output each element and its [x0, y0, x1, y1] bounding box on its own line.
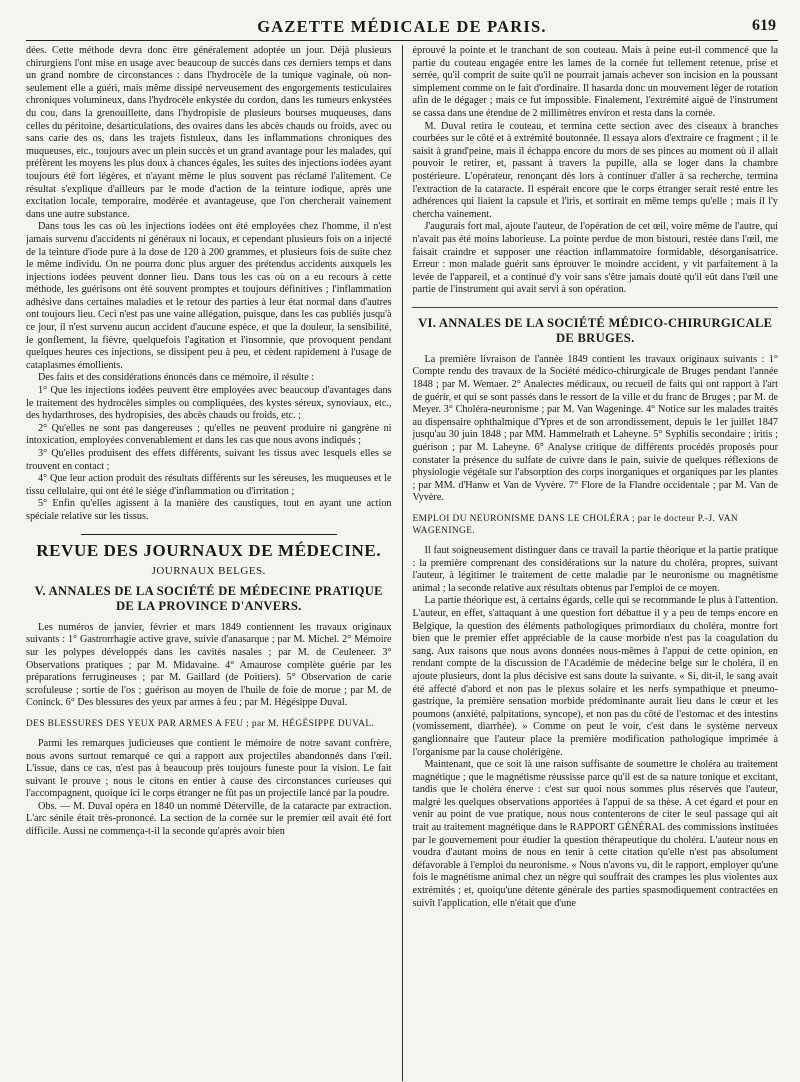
revue-title: REVUE DES JOURNAUX DE MÉDECINE.: [36, 540, 382, 560]
two-column-body: [26, 45, 778, 1081]
right-column: [406, 45, 778, 1081]
list-item: 5° Enfin qu'elles agissent à la manière des caustiques, tout en ayant une action spéciale relative sur les tissus.: [26, 498, 392, 522]
body-paragraph: Maintenant, que ce soit là une raison suffisante de soumettre le choléra au traitement magnétique ; que le magnétisme réussisse parce qu'il est de sa nature tonique et excitant, tandis que le choléra énerve : c'est sur quoi nous sommes plus réservés que l'auteur, malgré les quelques observations apportées à l'appui de sa thèse. A cet égard et pour en venir au point de vue pratique, nous nous contenterons de citer le seul passage qui ait trait au traitement magnétique dans le RAPPORT GÉNÉRAL des commissions instituées par le gouvernement pour étudier la question thérapeutique du choléra. L'auteur nous en voudra d'autant moins de nous en tenir à cette citation qu'elle n'est pas absolument défavorable à l'emploi du neuronisme. « Nous n'avons vu, dit le rapport, employer qu'une fois le magnétisme animal chez un nègre qui souffrait des crampes les plus violentes aux extrémités ; et, quoiqu'une détente générale des parties spasmodiquement contractées en suivît l'application, elle n'était que d'une: [412, 759, 778, 909]
page-number: 619: [752, 17, 776, 34]
section-v-title: V. ANNALES DE LA SOCIÉTÉ DE MÉDECINE PRATIQUE DE LA PROVINCE D'ANVERS.: [34, 583, 383, 613]
page-header: [26, 14, 778, 41]
body-paragraph: Dans tous les cas où les injections iodées ont été employées chez l'homme, il n'est jamais survenu d'accidents ni généraux ni locaux, et cependant plusieurs fois on a injecté de la teinture d'iode pure à la dose de 120 à 200 grammes, et plusieurs fois de suite chez le même individu. On ne pourra donc plus arguer des prétendus accidents auxquels les injections iodées peuvent donner lieu. Dans tous les cas où on a eu recours à cette méthode, les guérisons ont été souvent promptes et toujours définitives ; l'inflammation adhésive dans certaines maladies et le retour des parties à leur état normal dans d'autres ont toujours lieu. Ceci n'est pas une vaine allégation, puisque, dans les cas publiés jusqu'à ce jour, il n'est survenu aucun accident d'aucune espèce, et que la douleur, la sensibilité, le gonflement, la fièvre, quelquefois l'agitation et l'insomnie, que provoquent pendant quelques heures ces injections, se dissipent peu à peu, et cèdent rapidement à l'usage de cataplasmes émollients.: [26, 221, 392, 371]
article-heading: DES BLESSURES DES YEUX PAR ARMES A FEU ; par M. HÉGÉSIPPE DUVAL.: [26, 718, 375, 729]
body-paragraph: Des faits et des considérations énoncés dans ce mémoire, il résulte :: [38, 372, 315, 384]
body-paragraph: La première livraison de l'année 1849 contient les travaux originaux suivants : 1° Compte rendu des travaux de la Société médico-chirurgicale de Bruges pendant l'année 1848 ; par M. Wemaer. 2° Analectes médicaux, ou recueil de faits qui ont rapport à l'art de guérir, et qui se sont passés dans le ressort de la ville et du franc de Bruges ; par M. de Meyer. 3° Choléra-neuronisme ; par M. Van Wageninge. 4° Notice sur les malades traités au dispensaire ophthalmique d'Ypres et de son arrondissement, depuis le 1er juillet 1847 jusqu'au 30 juin 1848 ; par MM. Hammelrath et Laheyne. 5° Syphilis secondaire ; iritis ; guérison ; par M. Laheyne. 6° Analyse critique de différents procédés proposés pour constater la présence du sulfate de cuivre dans le pain, suivie de quelques réflexions de physiologie végétale sur l'absorption des corps inorganiques et organiques par les plantes ; par MM. d'Hanw et Van de Vyvère. 7° Flore de la Flandre occidentale ; par M. Van de Vyvère.: [412, 353, 778, 504]
body-paragraph: Les numéros de janvier, février et mars 1849 contiennent les travaux originaux suivants : 1° Gastrorrhagie active grave, suivie d'anasarque ; par M. Michel. 2° Mémoire sur les polypes développés dans les cavités nasales ; par M. de Ceuleneer. 3° Observations pratiques ; par M. Midavaine. 4° Amaurose complète guérie par les préparations ferrugineuses ; par M. Gaillard (de Poitiers). 5° Observation de carie scrofuleuse ; sortie de l'os ; guérison au moyen de l'huile de foie de morue ; par M. de Coninck. 6° Des blessures des yeux par armes à feu ; par M. Hégésippe Duval.: [26, 621, 392, 709]
section-divider: [81, 534, 337, 535]
body-paragraph: M. Duval retira le couteau, et termina cette section avec des ciseaux à branches courbées sur le côté et à extrémité boutonnée. Il essaya alors d'extraire ce fragment ; il le saisit à grand'peine, mais il échappa encore du mors de ses pinces au moment où il allait pouvoir le retirer, et, passant à travers la pupille, alla se loger dans la chambre postérieure. L'opérateur, renonçant dès lors à continuer d'aller à sa recherche, termina l'extraction de la cataracte. Il espérait encore que le corps étranger serait resté entre les adhérences qui liaient la capsule et l'iris, et sortirait en même temps qu'elle ; mais il l'y chercha vainement.: [412, 120, 778, 220]
article-heading: EMPLOI DU NEURONISME DANS LE CHOLÉRA ; par le docteur P.-J. VAN WAGENINGE.: [412, 514, 739, 536]
body-paragraph: Il faut soigneusement distinguer dans ce travail la partie théorique et la partie pratique : la première comprenant des considérations sur la nature du choléra, propres, suivant l'auteur, à légitimer le traitement de cette maladie par le neuronisme ou magnétisme animal ; la seconde relative aux résultats obtenus par l'emploi de ce moyen.: [412, 545, 778, 594]
revue-subtitle: JOURNAUX BELGES.: [151, 565, 266, 578]
body-paragraph: Obs. — M. Duval opéra en 1840 un nommé Déterville, de la cataracte par extraction. L'arc sénile était très-prononcé. La section de la cornée sur le premier œil avait été fort difficile. Aussi ne commença-t-il la seconde qu'après avoir bien: [26, 800, 392, 838]
left-column: [26, 45, 398, 1081]
list-item: 2° Qu'elles ne sont pas dangereuses ; qu'elles ne peuvent produire ni gangrène ni intoxication, employées convenablement et dans les cas que nous avons indiqués ;: [26, 422, 392, 447]
list-item: 1° Que les injections iodées peuvent être employées avec beaucoup d'avantages dans le traitement des hydrocèles simples ou compliquées, des kystes séreux, synoviaux, etc., des hydarthroses, des hydropisies, des abcès chauds ou froids, etc. ;: [26, 385, 392, 422]
body-paragraph: dées. Cette méthode devra donc être généralement adoptée un jour. Déjà plusieurs chirurgiens l'ont mise en usage avec beaucoup de succès dans ces derniers temps et dans un grand nombre de circonstances : dans l'hydrocèle de la tunique vaginale, où non-seulement elle a guéri, mais même dissipé nerveusement des engorgements testiculaires chroniques volumineux, dans l'hydrocèle enkystée du cordon, dans les tumeurs enkystées du cou, dans la grenouillette, dans l'hydropisie de plusieurs bourses muqueuses, dans celles du péritoine, desarticulations, des ovaires dans les abcès chauds ou froids, avec ou sans carie des os, dans les trajets fistuleux, dans les inflammations chroniques des muqueuses, etc., toujours avec un plein succès et un grand avantage pour les malades, qui préfèrent les moyens les plus doux à chances égales, les suites des injections iodées ayant toujours été fort légères, et n'ayant même le plus souvent pas réclamé l'alitement. Ce résultat s'explique d'ailleurs par le mode d'action de la teinture iodique, après une excitation locale, temporaire, modérée et avantageuse, que l'on chercherait vainement dans une autre substance.: [26, 45, 392, 220]
list-item: 3° Qu'elles produisent des effets différents, suivant les tissus avec lesquels elles se trouvent en contact ;: [26, 448, 392, 472]
section-divider: [412, 307, 778, 308]
section-vi-title: VI. ANNALES DE LA SOCIÉTÉ MÉDICO-CHIRURGICALE DE BRUGES.: [418, 315, 773, 345]
column-rule: [402, 45, 403, 1081]
conclusions-list: [26, 385, 392, 524]
body-paragraph: J'augurais fort mal, ajoute l'auteur, de l'opération de cet œil, voire même de l'autre, qui n'avait pas été moins laborieuse. La pointe perdue de mon bistouri, restée dans l'œil, me faisait craindre et supposer une réaction inflammatoire formidable, désorganisatrice. Erreur : mon malade guérit sans éprouver le moindre accident, y vit parfaitement à la levée de l'appareil, et a continué d'y voir sans s'être jamais douté qu'il eût dans l'œil une partie de l'instrument qui avait servi à son opération.: [412, 221, 778, 296]
body-paragraph: La partie théorique est, à certains égards, celle qui se recommande le plus à l'attention. L'auteur, en effet, s'attaquant à une question fort débattue il y a peu de temps encore en Belgique, la question des éléments pathologiques primordiaux du choléra, montre fort bien que le premier effet appréciable de la cause morbide n'est pas la coagulation du sang. Aux raisons que nous avons données nous-mêmes à l'appui de cette opinion, en rendant compte de la discussion de l'Académie de médecine belge sur le choléra, il en ajoute plusieurs, dont la plus décisive est sans doute la suivante. « Si, dit-il, le sang avait été affecté d'abord et non pas le plexus solaire et les nerfs sympathique et pneumo-gastrique, la première sensation morbide prédominante aurait lieu dans le cœur et les poumons (anxiété, palpitations, syncope), et non pas du côté de l'estomac et des intestins (vomissement, diarrhée). » Comme on peut le voir, c'est dans le système nerveux ganglionnaire que l'auteur place la première modification pathologique imprimée à l'organisme par la cause cholérigène.: [412, 595, 778, 758]
list-item: 4° Que leur action produit des résultats différents sur les séreuses, les muqueuses et le tissu cellulaire, qui ont été le siége d'inflammation ou d'irritation ;: [26, 473, 392, 497]
body-paragraph: éprouvé la pointe et le tranchant de son couteau. Mais à peine eut-il commencé que la partie du couteau engagée entre les lames de la cornée fut tellement retenue, prise et serrée, qu'il comprit de suite qu'il ne pourrait jamais achever son incision en la poussant simplement comme on le fait d'ordinaire. Il hasarda donc un mouvement léger de rotation afin de le dégager ; mais ce fut impossible. Finalement, l'extrémité aiguë de l'instrument se cassa dans une étendue de 2 millimètres environ et resta dans la cornée.: [412, 45, 778, 119]
journal-title: GAZETTE MÉDICALE DE PARIS.: [257, 17, 547, 36]
body-paragraph: Parmi les remarques judicieuses que contient le mémoire de notre savant confrère, nous avons surtout remarqué ce qui a rapport aux projectiles abandonnés dans l'œil. L'issue, dans ce cas, n'est pas à beaucoup près toujours funeste pour la vision. Le fait suivant le prouve ; nous le citons en entier à cause des circonstances curieuses qui l'accompagnent, quoique ici le corps étranger ne fût pas un projectile lancé par la poudre.: [26, 737, 392, 800]
